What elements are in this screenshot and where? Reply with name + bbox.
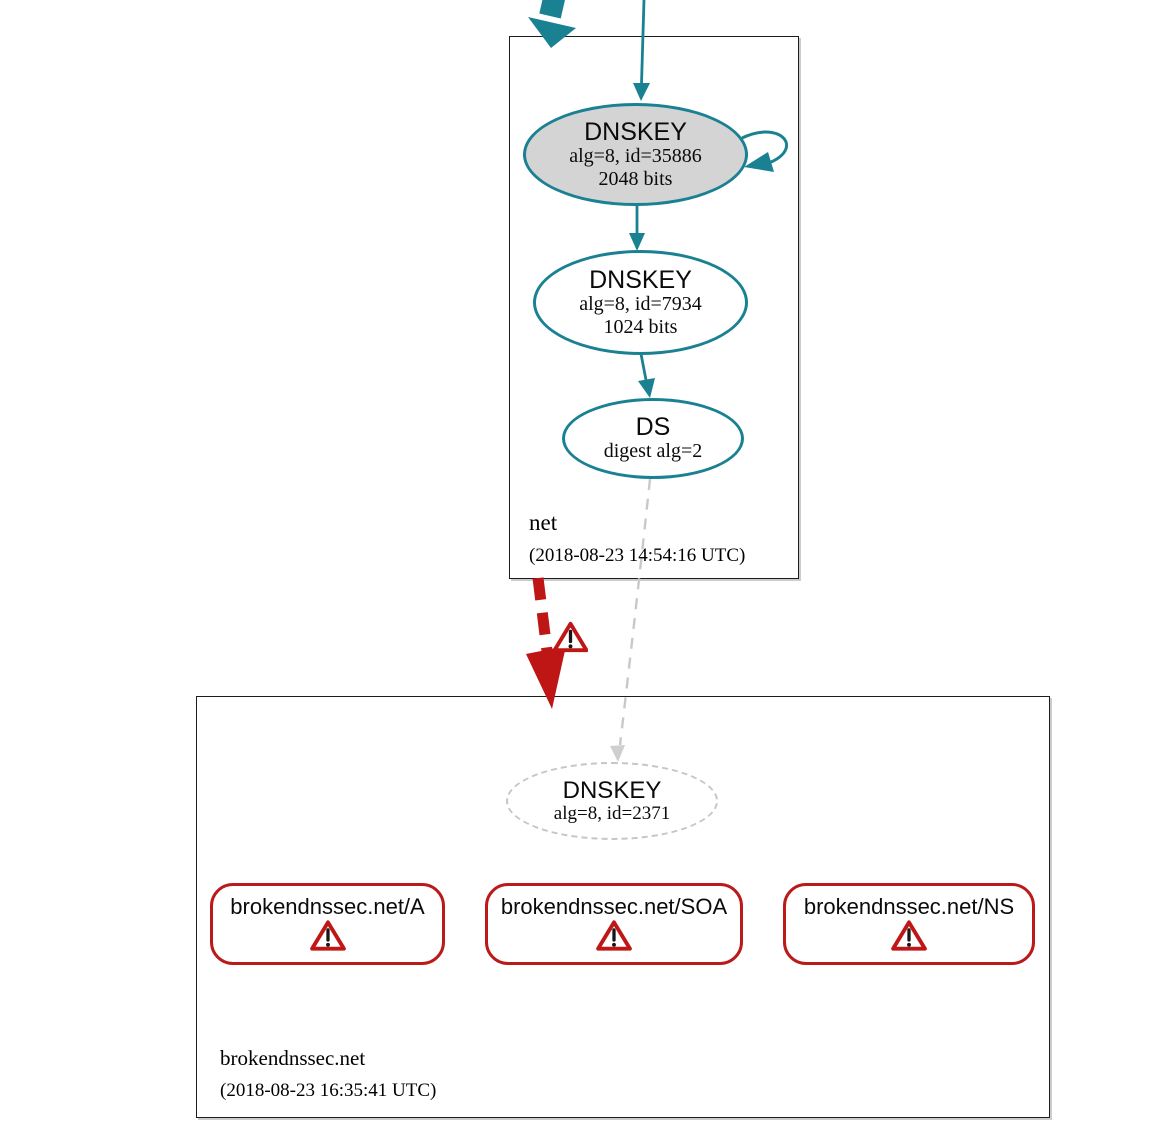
zone-timestamp-brokendnssec-net: (2018-08-23 16:35:41 UTC) [220, 1080, 437, 1101]
node-attr-bits: 2048 bits [598, 167, 673, 190]
zone-timestamp-net: (2018-08-23 14:54:16 UTC) [529, 545, 746, 566]
warning-icon [310, 920, 346, 951]
dnskey-node-2371-dashed[interactable] [506, 762, 718, 840]
warning-icon [596, 920, 632, 951]
rrset-node-ns[interactable] [783, 883, 1035, 965]
rrset-label: brokendnssec.net/SOA [500, 894, 728, 919]
rrset-node-soa[interactable] [485, 883, 743, 965]
rrset-label: brokendnssec.net/NS [803, 894, 1015, 919]
node-attr-alg-id: alg=8, id=7934 [579, 292, 702, 315]
zone-label-net: net [529, 510, 558, 535]
node-attr-digest: digest alg=2 [603, 440, 703, 463]
zone-label-brokendnssec-net: brokendnssec.net [220, 1046, 366, 1070]
node-title: DNSKEY [589, 265, 692, 294]
node-attr-alg-id: alg=8, id=2371 [553, 802, 671, 824]
node-title: DNSKEY [584, 117, 687, 146]
node-attr-bits: 1024 bits [603, 315, 678, 338]
dnskey-node-zsk-7934[interactable] [533, 250, 748, 355]
warning-icon [891, 920, 927, 951]
rrset-node-a[interactable] [210, 883, 445, 965]
ds-node[interactable] [562, 398, 744, 479]
warning-icon [553, 621, 588, 653]
rrset-label: brokendnssec.net/A [230, 894, 425, 919]
dnskey-node-ksk-35886[interactable] [523, 103, 748, 206]
node-title: DS [635, 412, 671, 441]
node-attr-alg-id: alg=8, id=35886 [569, 144, 702, 167]
node-title: DNSKEY [562, 776, 662, 804]
